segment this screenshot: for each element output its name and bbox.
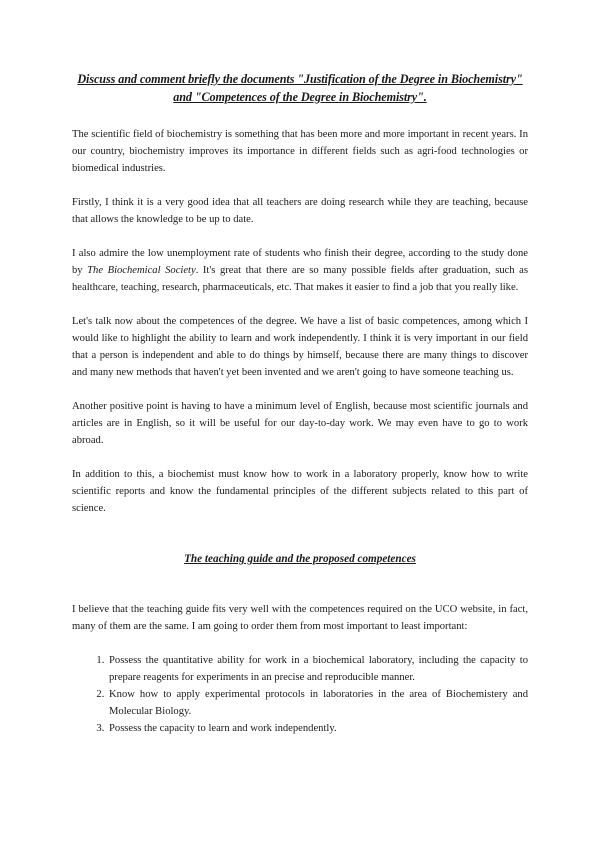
document-title: Discuss and comment briefly the documents "Justification of the Degree in Biochemistry" and "Competences of the Degree in Biochemistry". <box>77 72 523 104</box>
paragraph-unemployment-text-b: . It's great that there are so many possible fields after graduation, such as healthcare, teaching, research, pharmaceuticals, etc. That makes it easier to find a job that you really like. <box>72 265 528 293</box>
paragraph-teachers-research: Firstly, I think it is a very good idea that all teachers are doing research while they are teaching, because that allows the knowledge to be up to date. <box>72 197 528 225</box>
list-item: 1. Possess the quantitative ability for work in a biochemical laboratory, including the capacity to prepare reagents for experiments in an precise and reproducible manner. <box>107 652 528 686</box>
paragraph-teaching-guide-intro: I believe that the teaching guide fits very well with the competences required on the UCO website, in fact, many of them are the same. I am going to order them from most important to least important: <box>72 604 528 632</box>
paragraph-unemployment-text-a: I also admire the low unemployment rate of students who finish their degree, according to the study done by <box>72 248 528 276</box>
paragraph-competences: Let's talk now about the competences of the degree. We have a list of basic competences, among which I would like to highlight the ability to learn and work independently. I think it is very important in our field that a person is independent and able to do things by himself, because there are many things to discover and many new methods that haven't yet been invented and we aren't going to have someone teaching us. <box>72 316 528 378</box>
section-heading-teaching-guide: The teaching guide and the proposed competences <box>184 553 416 565</box>
paragraph-english: Another positive point is having to have a minimum level of English, because most scientific journals and articles are in English, so it will be useful for our day-to-day work. We may even have to go to work abroad. <box>72 401 528 446</box>
paragraph-unemployment <box>72 245 528 296</box>
reference-biochemical-society: The Biochemical Society <box>87 265 196 276</box>
document-page <box>72 70 528 737</box>
list-item: 2. Know how to apply experimental protocols in laboratories in the area of Biochemistery and Molecular Biology. <box>107 686 528 720</box>
list-item: 3. Possess the capacity to learn and work independently. <box>107 720 528 737</box>
paragraph-intro: The scientific field of biochemistry is something that has been more and more important in recent years. In our country, biochemistry improves its importance in different fields such as agri-food technologies or biomedical industries. <box>72 129 528 174</box>
paragraph-laboratory: In addition to this, a biochemist must know how to work in a laboratory properly, know how to write scientific reports and know the fundamental principles of the different subjects related to this part of science. <box>72 469 528 514</box>
competences-list <box>72 652 528 737</box>
